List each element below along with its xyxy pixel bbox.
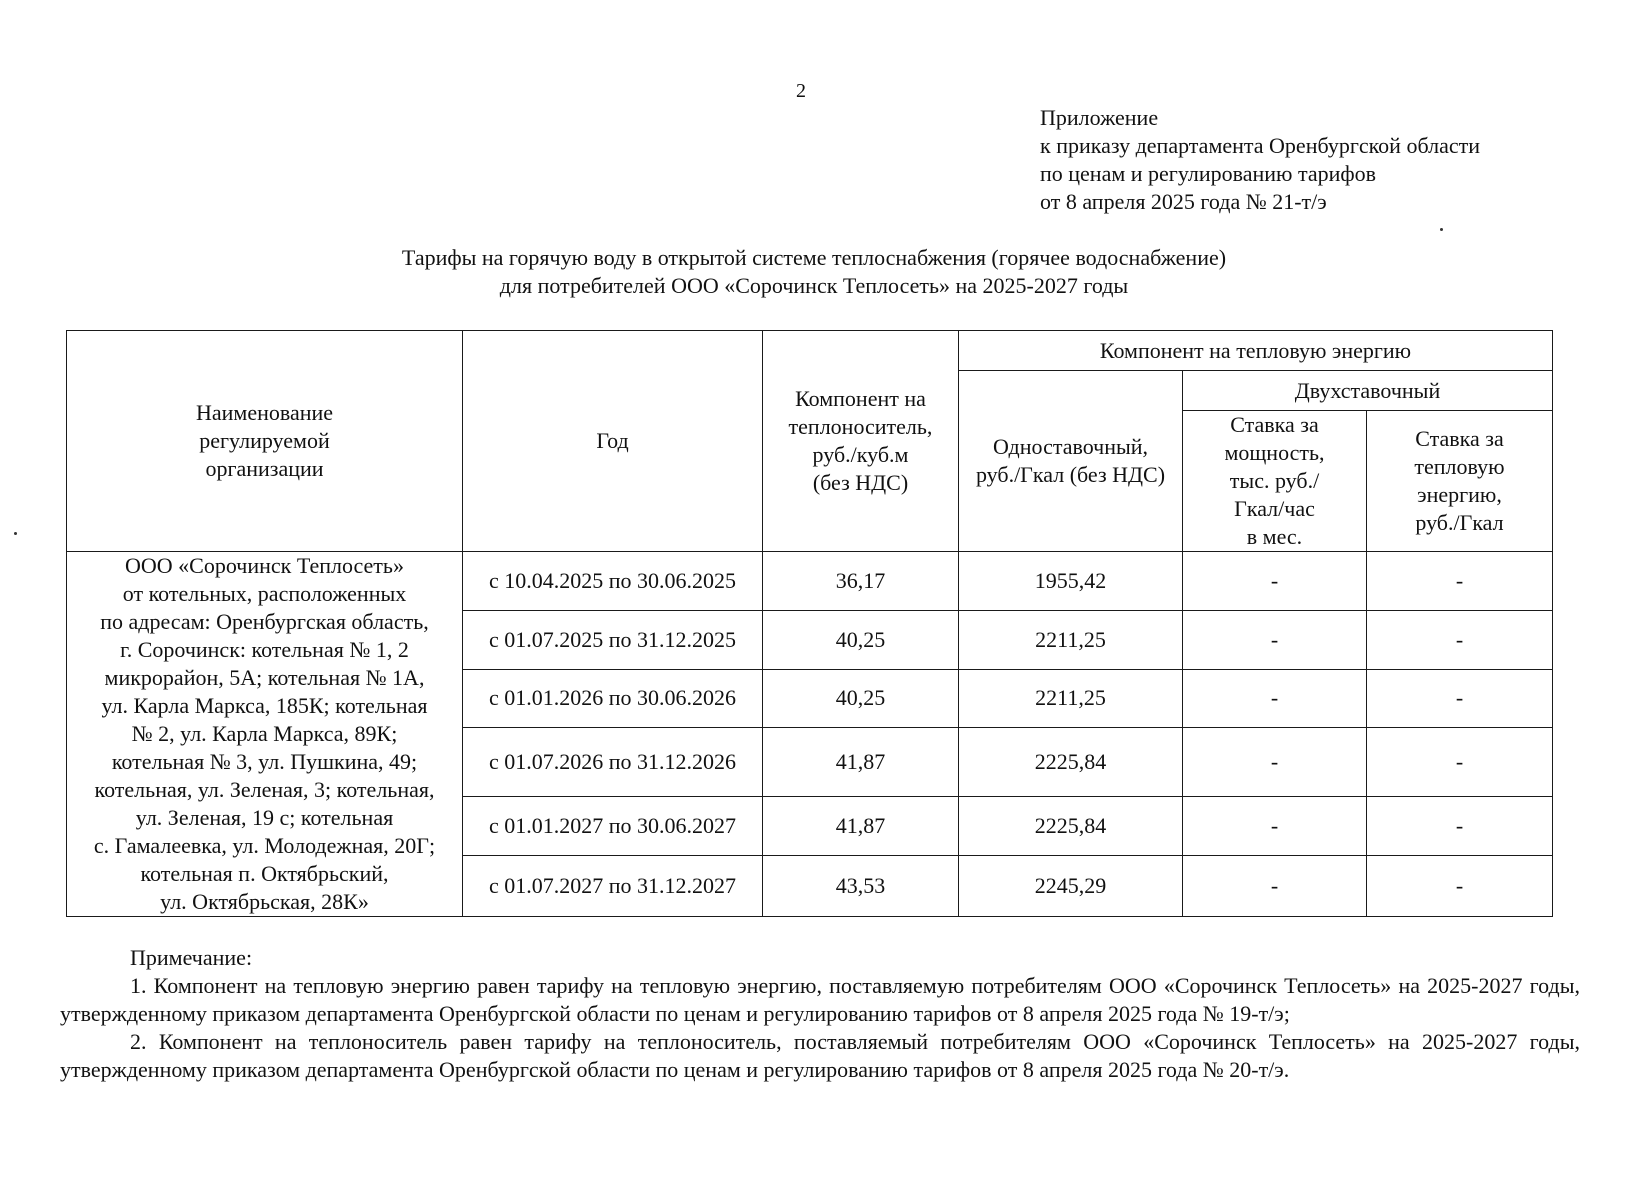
header-thermal-component: Компонент на тепловую энергию bbox=[959, 331, 1553, 371]
capacity-rate-cell: - bbox=[1183, 610, 1367, 669]
coolant-cell: 41,87 bbox=[763, 797, 959, 856]
coolant-cell: 41,87 bbox=[763, 728, 959, 797]
scan-speck bbox=[14, 532, 17, 535]
notes-heading: Примечание: bbox=[130, 945, 253, 970]
capacity-rate-cell: - bbox=[1183, 552, 1367, 611]
period-cell: с 01.01.2026 по 30.06.2026 bbox=[463, 669, 763, 728]
single-rate-cell: 2211,25 bbox=[959, 610, 1183, 669]
coolant-cell: 40,25 bbox=[763, 669, 959, 728]
period-cell: с 01.07.2026 по 31.12.2026 bbox=[463, 728, 763, 797]
energy-rate-cell: - bbox=[1367, 669, 1553, 728]
header-organization: Наименование регулируемой организации bbox=[67, 331, 463, 552]
coolant-cell: 43,53 bbox=[763, 856, 959, 917]
period-cell: с 01.07.2027 по 31.12.2027 bbox=[463, 856, 763, 917]
energy-rate-cell: - bbox=[1367, 610, 1553, 669]
period-cell: с 01.07.2025 по 31.12.2025 bbox=[463, 610, 763, 669]
header-year: Год bbox=[463, 331, 763, 552]
tariff-table bbox=[66, 330, 1553, 917]
energy-rate-cell: - bbox=[1367, 856, 1553, 917]
coolant-cell: 40,25 bbox=[763, 610, 959, 669]
title-line: для потребителей ООО «Сорочинск Теплосеть» на 2025-2027 годы bbox=[499, 273, 1129, 298]
single-rate-cell: 2245,29 bbox=[959, 856, 1183, 917]
single-rate-cell: 2225,84 bbox=[959, 728, 1183, 797]
single-rate-cell: 2211,25 bbox=[959, 669, 1183, 728]
table-row bbox=[67, 552, 1553, 611]
capacity-rate-cell: - bbox=[1183, 856, 1367, 917]
energy-rate-cell: - bbox=[1367, 797, 1553, 856]
capacity-rate-cell: - bbox=[1183, 728, 1367, 797]
header-two-rate: Двухставочный bbox=[1183, 371, 1553, 411]
energy-rate-cell: - bbox=[1367, 728, 1553, 797]
appendix-line: к приказу департамента Оренбургской области bbox=[1040, 133, 1480, 158]
title-line: Тарифы на горячую воду в открытой системе теплоснабжения (горячее водоснабжение) bbox=[401, 245, 1227, 270]
header-coolant-component: Компонент на теплоноситель, руб./куб.м (без НДС) bbox=[763, 331, 959, 552]
header-single-rate: Одноставочный, руб./Гкал (без НДС) bbox=[959, 371, 1183, 552]
header-capacity-rate: Ставка за мощность, тыс. руб./ Гкал/час в мес. bbox=[1183, 411, 1367, 552]
note-item: 1. Компонент на тепловую энергию равен тарифу на тепловую энергию, поставляемую потребителям ООО «Сорочинск Теплосеть» на 2025-2027 годы, утвержденному приказом департамента Оренбургской области по ценам и регулированию тарифов от 8 апреля 2025 года № 19-т/э; bbox=[60, 973, 1580, 1026]
appendix-line: Приложение bbox=[1040, 105, 1159, 130]
energy-rate-cell: - bbox=[1367, 552, 1553, 611]
period-cell: с 01.01.2027 по 30.06.2027 bbox=[463, 797, 763, 856]
single-rate-cell: 2225,84 bbox=[959, 797, 1183, 856]
period-cell: с 10.04.2025 по 30.06.2025 bbox=[463, 552, 763, 611]
notes-block bbox=[60, 944, 1580, 1084]
document-title bbox=[0, 244, 1628, 300]
appendix-block bbox=[1040, 104, 1480, 216]
scan-speck bbox=[1440, 228, 1443, 231]
capacity-rate-cell: - bbox=[1183, 669, 1367, 728]
page-number: 2 bbox=[796, 80, 806, 102]
note-item: 2. Компонент на теплоноситель равен тарифу на теплоноситель, поставляемый потребителям ООО «Сорочинск Теплосеть» на 2025-2027 годы, утвержденному приказом департамента Оренбургской области по ценам и регулированию тарифов от 8 апреля 2025 года № 20-т/э. bbox=[60, 1029, 1580, 1082]
organization-cell: ООО «Сорочинск Теплосеть» от котельных, расположенных по адресам: Оренбургская область, г. Сорочинск: котельная № 1, 2 микрорайон, 5А; котельная № 1А, ул. Карла Маркса, 185К; котельная № 2, ул. Карла Маркса, 89К; котельная № 3, ул. Пушкина, 49; котельная, ул. Зеленая, 3; котельная, ул. Зеленая, 19 с; котельная с. Гамалеевка, ул. Молодежная, 20Г; котельная п. Октябрьский, ул. Октябрьская, 28К» bbox=[67, 552, 463, 917]
appendix-line: по ценам и регулированию тарифов bbox=[1040, 161, 1377, 186]
appendix-line: от 8 апреля 2025 года № 21-т/э bbox=[1040, 189, 1327, 214]
capacity-rate-cell: - bbox=[1183, 797, 1367, 856]
coolant-cell: 36,17 bbox=[763, 552, 959, 611]
single-rate-cell: 1955,42 bbox=[959, 552, 1183, 611]
header-energy-rate: Ставка за тепловую энергию, руб./Гкал bbox=[1367, 411, 1553, 552]
